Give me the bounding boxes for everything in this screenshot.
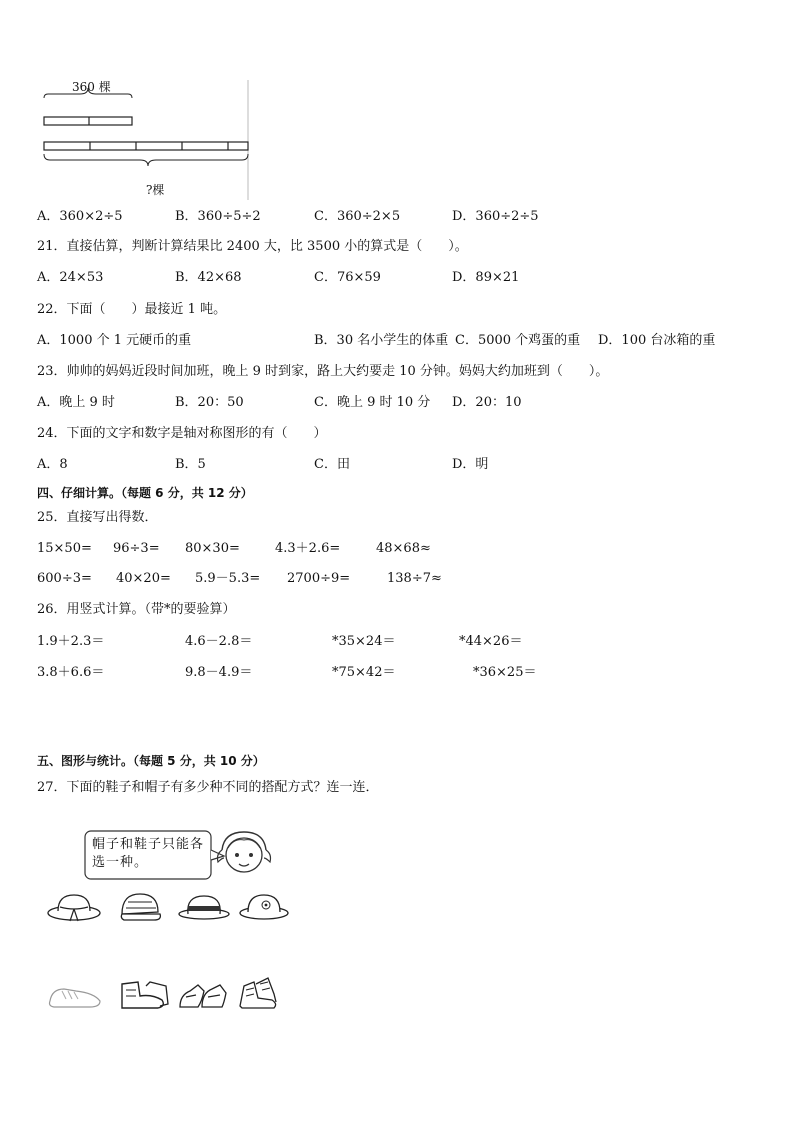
diagram-bottom-label: ?棵: [146, 183, 165, 197]
q24-option-c[interactable]: C．田: [314, 457, 350, 472]
q20-option-b[interactable]: B．360÷5÷2: [175, 209, 261, 224]
q22-stem: 22．下面（ ）最接近 1 吨。: [37, 302, 227, 317]
q24-option-b[interactable]: B．5: [175, 457, 206, 472]
q20-option-d[interactable]: D．360÷2÷5: [452, 209, 539, 224]
shoe-1-icon[interactable]: [46, 979, 106, 1013]
section4-title: 四、仔细计算。（每题 6 分，共 12 分）: [37, 486, 253, 500]
hat-3-icon[interactable]: [176, 890, 232, 926]
q26-r1-1: 1.9＋2.3＝: [37, 634, 105, 649]
q25-r1-1: 15×50=: [37, 541, 92, 556]
q22-option-a[interactable]: A．1000 个 1 元硬币的重: [37, 333, 192, 348]
q22-option-d[interactable]: D．100 台冰箱的重: [598, 333, 716, 348]
girl-icon: [214, 828, 274, 878]
q25-r1-3: 80×30=: [185, 541, 240, 556]
diagram-top-label: 360 棵: [72, 80, 111, 94]
q25-stem: 25．直接写出得数．: [37, 510, 158, 525]
q25-r1-5: 48×68≈: [376, 541, 431, 556]
q25-r1-2: 96÷3=: [113, 541, 160, 556]
q26-r1-2: 4.6－2.8＝: [185, 634, 253, 649]
q24-option-d[interactable]: D．明: [452, 457, 489, 472]
q21-option-b[interactable]: B．42×68: [175, 270, 242, 285]
shoe-3-icon[interactable]: [176, 977, 232, 1013]
shoe-2-icon[interactable]: [116, 976, 176, 1012]
q25-r2-3: 5.9－5.3=: [195, 571, 261, 586]
q25-r2-2: 40×20=: [116, 571, 171, 586]
q25-r2-5: 138÷7≈: [387, 571, 442, 586]
speech-bubble-text: 帽子和鞋子只能各选一种。: [92, 837, 205, 870]
q24-option-a[interactable]: A．8: [37, 457, 68, 472]
q26-r2-1: 3.8＋6.6＝: [37, 665, 105, 680]
q23-stem: 23．帅帅的妈妈近段时间加班，晚上 9 时到家，路上大约要走 10 分钟。妈妈大约加班到（ ）。: [37, 364, 609, 379]
q26-r1-4: *44×26＝: [459, 634, 523, 649]
segment-diagram: [0, 0, 260, 120]
q21-option-d[interactable]: D．89×21: [452, 270, 520, 285]
hat-2-icon[interactable]: [116, 888, 166, 928]
q25-r2-4: 2700÷9=: [287, 571, 351, 586]
q22-option-b[interactable]: B．30 名小学生的体重: [314, 333, 449, 348]
q26-r2-4: *36×25＝: [473, 665, 537, 680]
shoe-4-icon[interactable]: [236, 974, 286, 1014]
q23-option-b[interactable]: B．20：50: [175, 395, 244, 410]
segment-diagram-bottom: [0, 130, 260, 210]
q20-option-a[interactable]: A．360×2÷5: [37, 209, 123, 224]
q23-option-a[interactable]: A．晚上 9 时: [37, 395, 115, 410]
q20-option-c[interactable]: C．360÷2×5: [314, 209, 401, 224]
q21-option-c[interactable]: C．76×59: [314, 270, 381, 285]
q27-stem: 27．下面的鞋子和帽子有多少种不同的搭配方式？连一连．: [37, 780, 379, 795]
q23-option-d[interactable]: D．20：10: [452, 395, 522, 410]
q26-r2-3: *75×42＝: [332, 665, 396, 680]
q23-option-c[interactable]: C．晚上 9 时 10 分: [314, 395, 431, 410]
hat-4-icon[interactable]: [236, 889, 292, 925]
hat-1-icon[interactable]: [44, 887, 104, 927]
q26-r2-2: 9.8－4.9＝: [185, 665, 253, 680]
q21-option-a[interactable]: A．24×53: [37, 270, 104, 285]
q25-r1-4: 4.3＋2.6=: [275, 541, 341, 556]
q25-r2-1: 600÷3=: [37, 571, 92, 586]
q26-stem: 26．用竖式计算。（带*的要验算）: [37, 602, 236, 617]
q22-option-c[interactable]: C．5000 个鸡蛋的重: [455, 333, 581, 348]
q21-stem: 21．直接估算，判断计算结果比 2400 大，比 3500 小的算式是（ ）。: [37, 239, 468, 254]
q24-stem: 24．下面的文字和数字是轴对称图形的有（ ）: [37, 426, 327, 441]
section5-title: 五、图形与统计。（每题 5 分，共 10 分）: [37, 754, 265, 768]
q26-r1-3: *35×24＝: [332, 634, 396, 649]
